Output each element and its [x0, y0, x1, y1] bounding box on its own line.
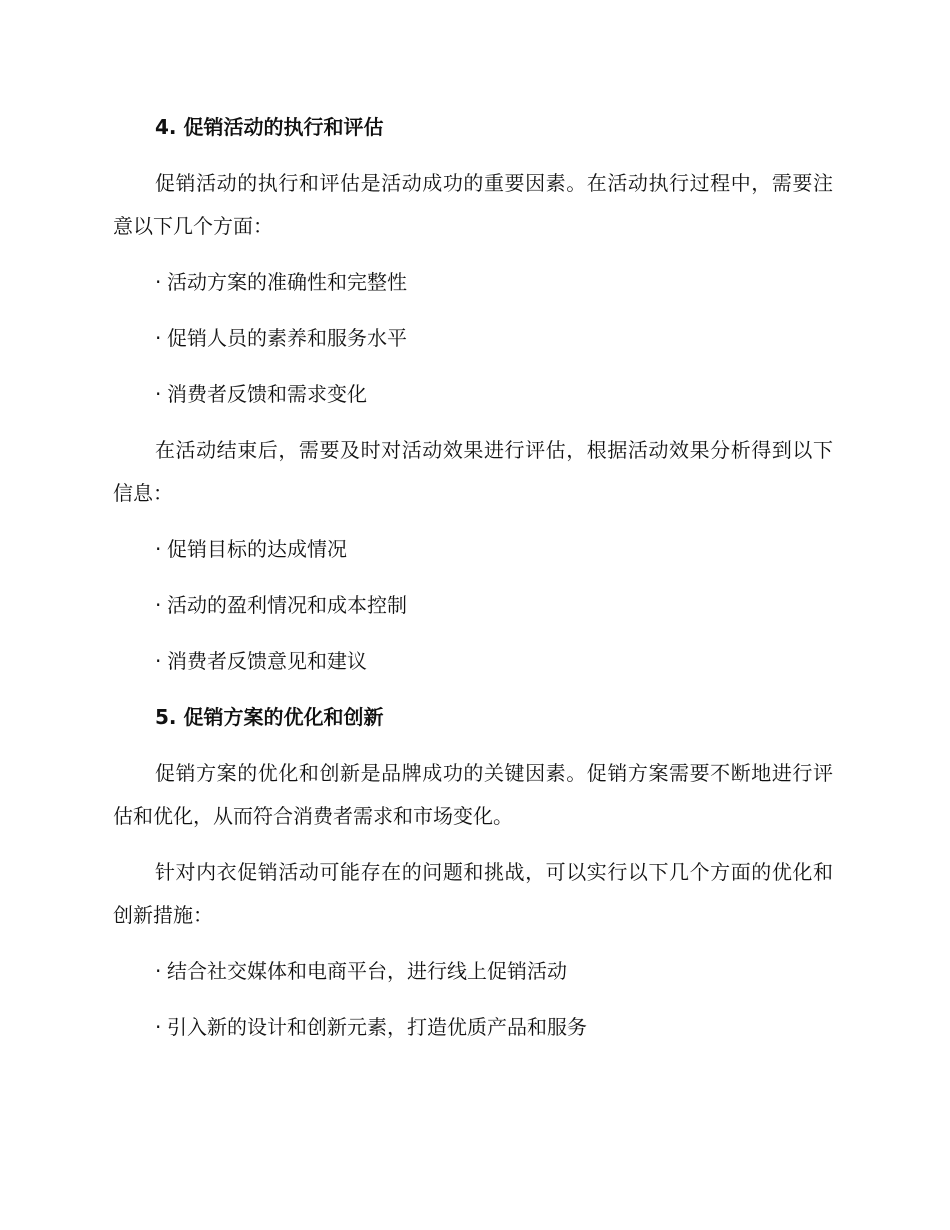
bullet-dot: · — [155, 270, 162, 294]
bullet-text: 消费者反馈意见和建议 — [167, 649, 367, 673]
bullet-text: 结合社交媒体和电商平台，进行线上促销活动 — [167, 959, 567, 983]
bullet-dot: · — [155, 1015, 162, 1039]
bullet-text: 促销人员的素养和服务水平 — [167, 326, 407, 350]
bullet-text: 促销目标的达成情况 — [167, 537, 347, 561]
bullet-item — [113, 1006, 833, 1049]
bullet-item — [113, 317, 833, 360]
bullet-item — [113, 528, 833, 571]
bullet-dot: · — [155, 593, 162, 617]
bullet-item — [113, 640, 833, 683]
bullet-dot: · — [155, 326, 162, 350]
bullet-item — [113, 584, 833, 627]
paragraph: 促销活动的执行和评估是活动成功的重要因素。在活动执行过程中，需要注意以下几个方面： — [113, 171, 833, 238]
paragraph: 在活动结束后，需要及时对活动效果进行评估，根据活动效果分析得到以下信息： — [113, 438, 833, 505]
bullet-dot: · — [155, 537, 162, 561]
section-heading-4: 4. 促销活动的执行和评估 — [155, 115, 384, 139]
bullet-dot: · — [155, 382, 162, 406]
bullet-dot: · — [155, 959, 162, 983]
paragraph: 针对内衣促销活动可能存在的问题和挑战，可以实行以下几个方面的优化和创新措施： — [113, 860, 833, 927]
bullet-text: 消费者反馈和需求变化 — [167, 382, 367, 406]
document-body — [113, 106, 833, 1062]
bullet-text: 活动的盈利情况和成本控制 — [167, 593, 407, 617]
bullet-text: 引入新的设计和创新元素，打造优质产品和服务 — [167, 1015, 587, 1039]
bullet-dot: · — [155, 649, 162, 673]
bullet-item — [113, 373, 833, 416]
bullet-text: 活动方案的准确性和完整性 — [167, 270, 407, 294]
bullet-item — [113, 950, 833, 993]
section-heading-5: 5. 促销方案的优化和创新 — [155, 705, 384, 729]
bullet-item — [113, 261, 833, 304]
paragraph: 促销方案的优化和创新是品牌成功的关键因素。促销方案需要不断地进行评估和优化，从而符合消费者需求和市场变化。 — [113, 761, 833, 828]
